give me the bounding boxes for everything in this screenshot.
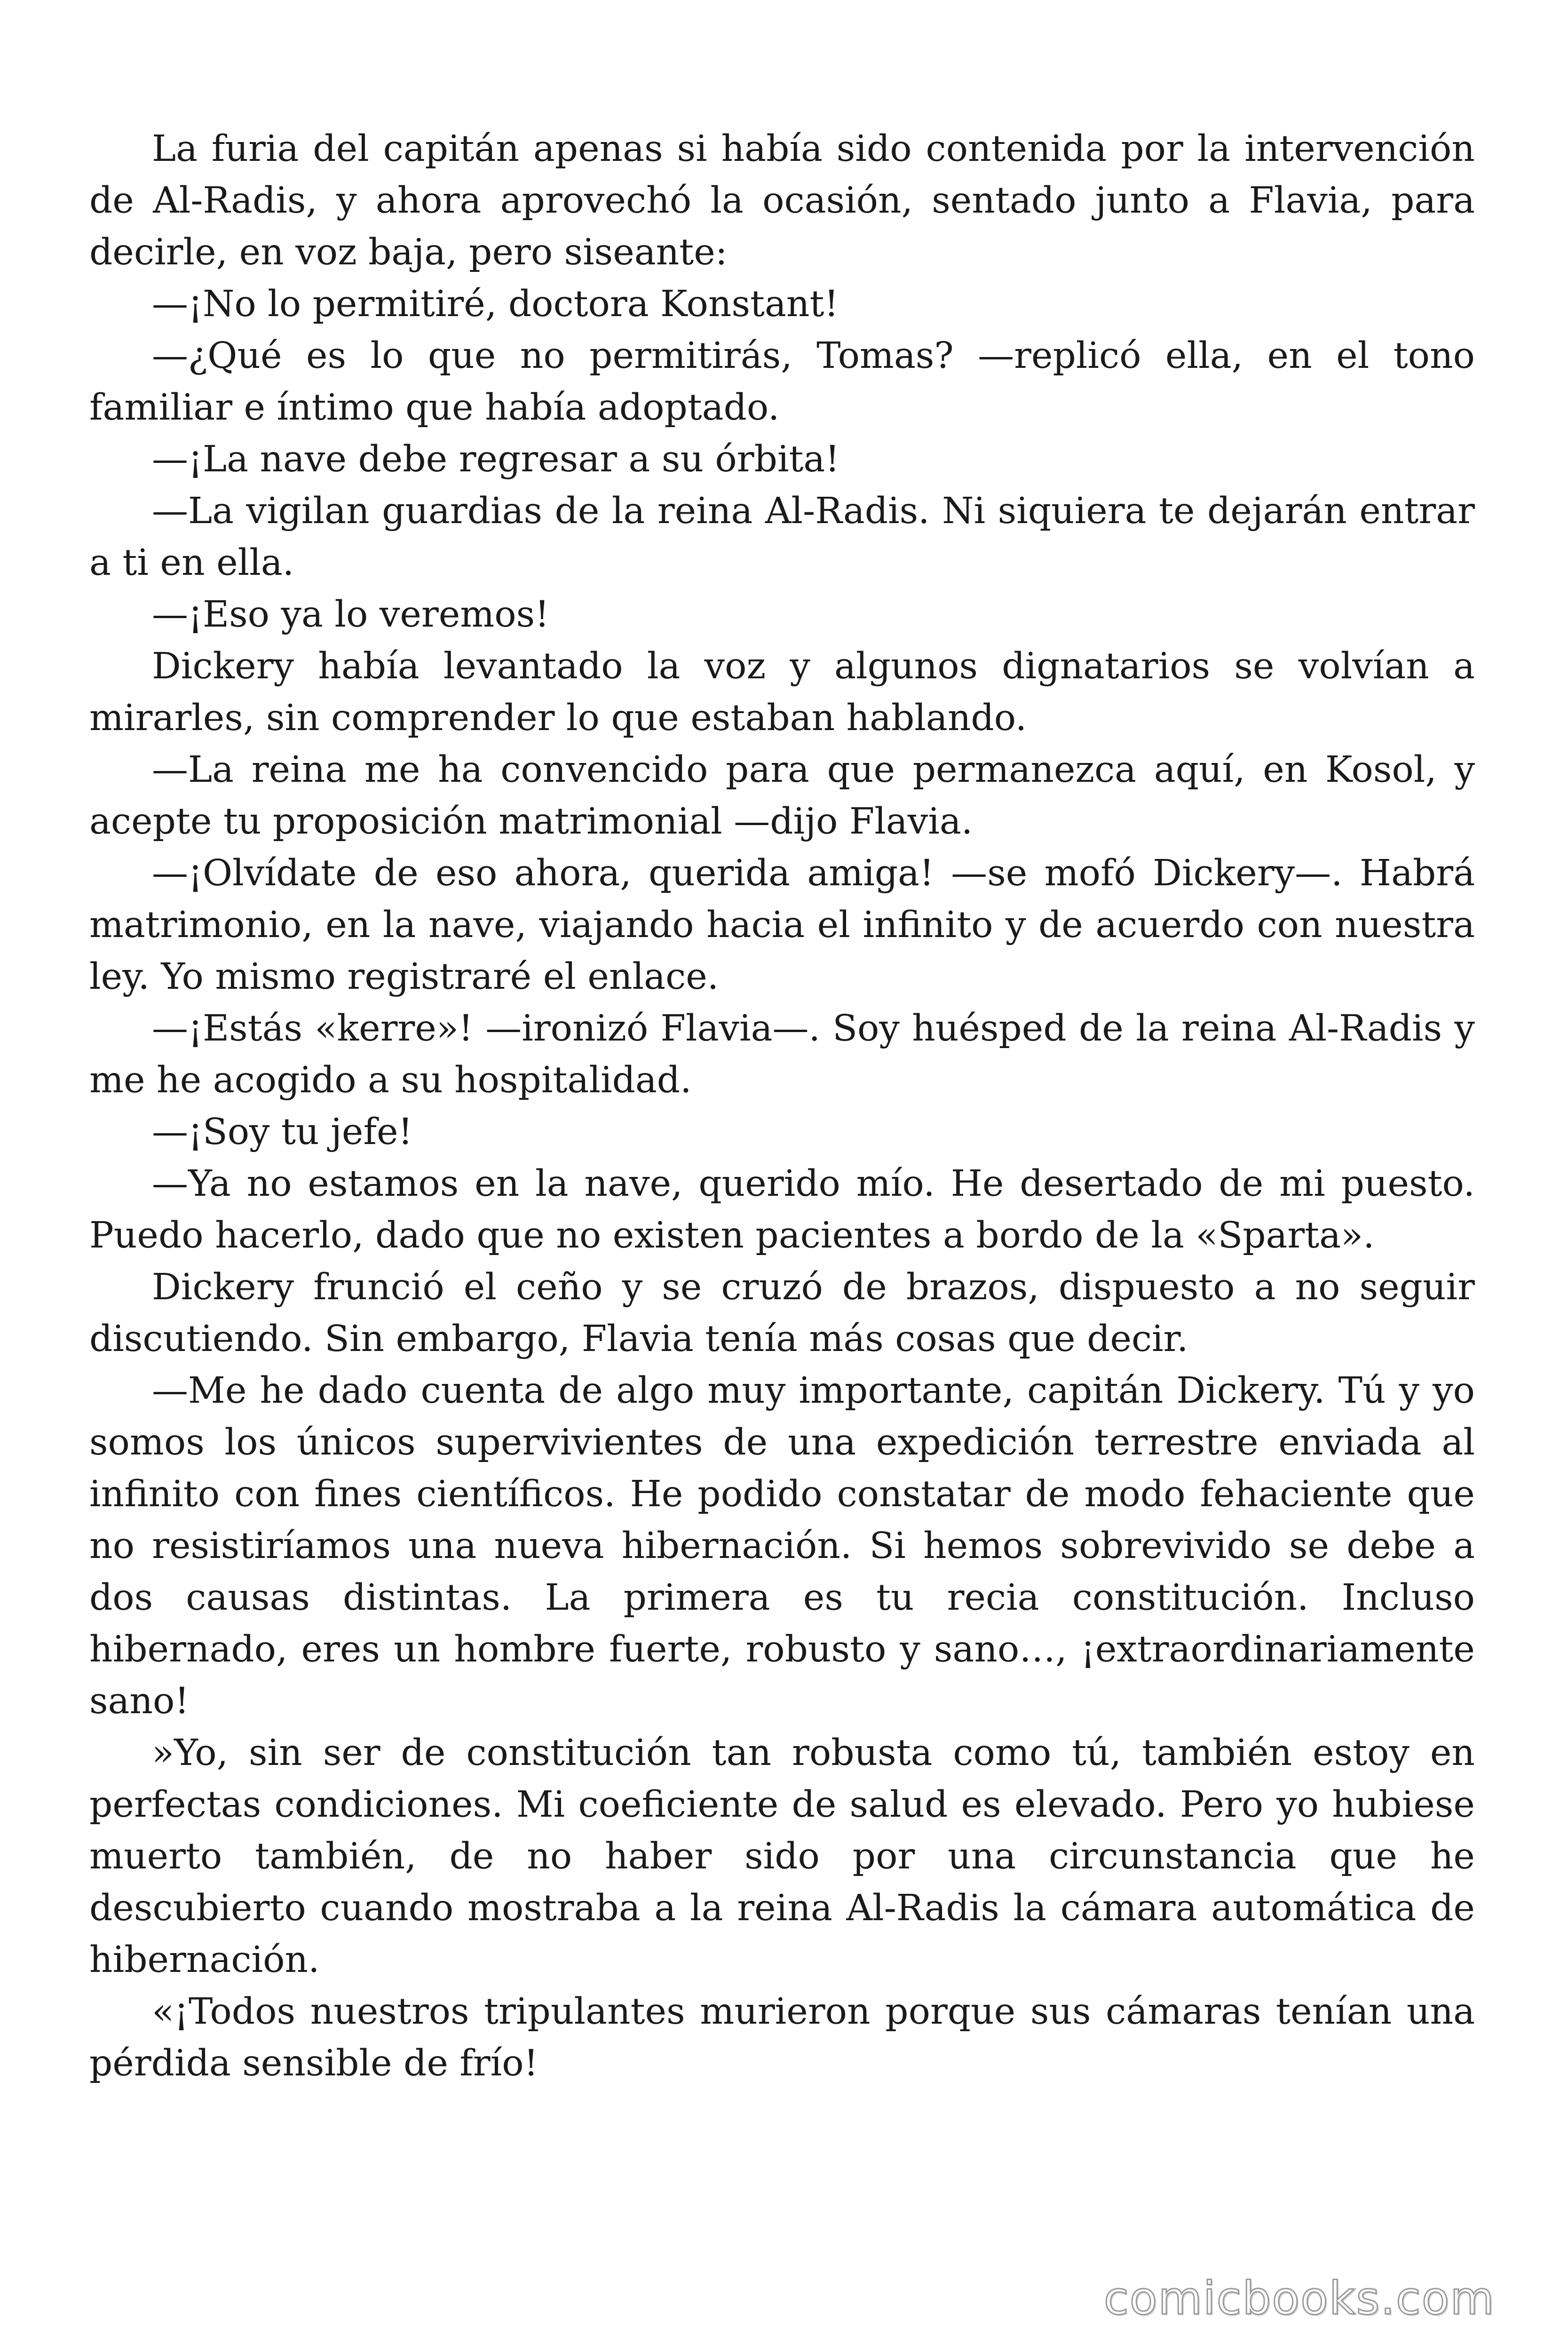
paragraph: —Me he dado cuenta de algo muy importante, capitán Dickery. Tú y yo somos los únicos supervivientes de una expedición terrestre enviada al infinito con fines científicos. He podido constatar de modo fehaciente que no resistiríamos una nueva hibernación. Si hemos sobrevivido se debe a dos causas distintas. La primera es tu recia constitución. Incluso hibernado, eres un hombre fuerte, robusto y sano…, ¡extraordinariamente sano!: [89, 1370, 1475, 1722]
paragraph: —¿Qué es lo que no permitirás, Tomas? —replicó ella, en el tono familiar e íntimo que había adoptado.: [89, 335, 1475, 429]
paragraph: —¡No lo permitiré, doctora Konstant!: [152, 283, 839, 325]
paragraph: La furia del capitán apenas si había sido contenida por la intervención de Al-Radis, y ahora aprovechó la ocasión, sentado junto a Flavia, para decirle, en voz baja, pero siseante:: [89, 128, 1475, 273]
paragraph: —¡Eso ya lo veremos!: [152, 594, 550, 636]
paragraph: —Ya no estamos en la nave, querido mío. He desertado de mi puesto. Puedo hacerlo, dado que no existen pacientes a bordo de la «Sparta».: [89, 1163, 1475, 1256]
site-watermark: comicbooks.com: [1103, 2272, 1495, 2325]
paragraph: —La vigilan guardias de la reina Al-Radis. Ni siquiera te dejarán entrar a ti en ella.: [89, 490, 1475, 584]
paragraph: Dickery frunció el ceño y se cruzó de brazos, dispuesto a no seguir discutiendo. Sin embargo, Flavia tenía más cosas que decir.: [89, 1266, 1475, 1360]
paragraph: Dickery había levantado la voz y algunos dignatarios se volvían a mirarles, sin comprender lo que estaban hablando.: [89, 645, 1475, 739]
paragraph: —¡Olvídate de eso ahora, querida amiga! —se mofó Dickery—. Habrá matrimonio, en la nave, viajando hacia el infinito y de acuerdo con nuestra ley. Yo mismo registraré el enlace.: [89, 852, 1475, 998]
book-page-text: [89, 123, 1475, 2090]
paragraph: —¡Estás «kerre»! —ironizó Flavia—. Soy huésped de la reina Al-Radis y me he acogido a su hospitalidad.: [89, 1008, 1475, 1101]
paragraph: —¡Soy tu jefe!: [152, 1111, 413, 1153]
paragraph: —¡La nave debe regresar a su órbita!: [152, 438, 840, 480]
paragraph: «¡Todos nuestros tripulantes murieron porque sus cámaras tenían una pérdida sensible de frío!: [89, 1991, 1475, 2084]
paragraph: —La reina me ha convencido para que permanezca aquí, en Kosol, y acepte tu proposición matrimonial —dijo Flavia.: [89, 749, 1475, 842]
paragraph: »Yo, sin ser de constitución tan robusta como tú, también estoy en perfectas condiciones. Mi coeficiente de salud es elevado. Pero yo hubiese muerto también, de no haber sido por una circunstancia que he descubierto cuando mostraba a la reina Al-Radis la cámara automática de hibernación.: [89, 1732, 1475, 1981]
